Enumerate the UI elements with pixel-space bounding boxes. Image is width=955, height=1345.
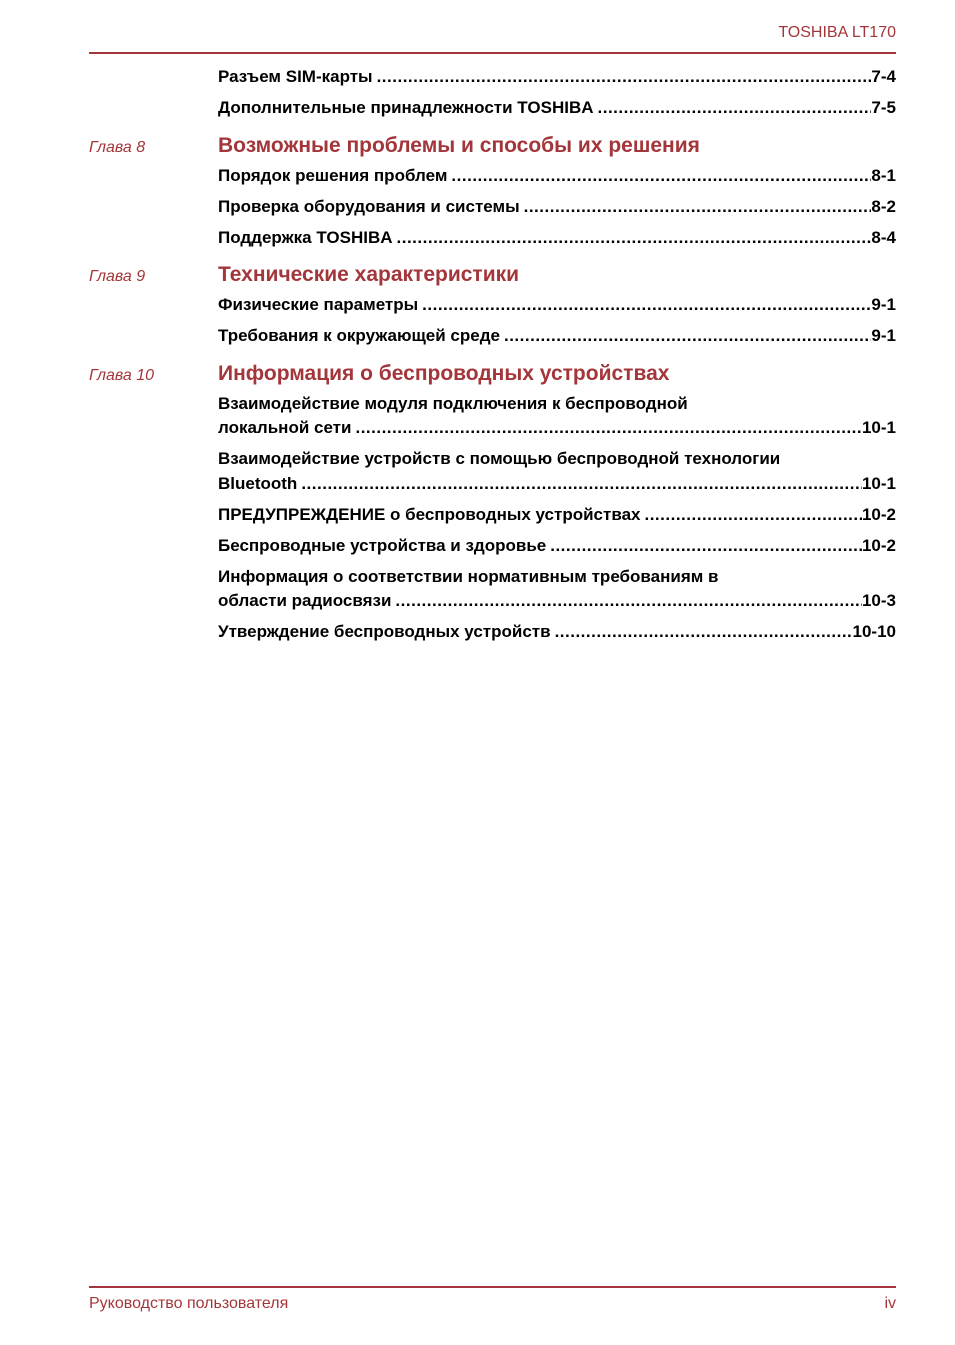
toc-entry[interactable] bbox=[218, 503, 896, 528]
leader-dots bbox=[594, 96, 872, 121]
leader-dots bbox=[418, 293, 871, 318]
leader-dots bbox=[297, 472, 862, 497]
chapter-heading[interactable] bbox=[89, 362, 896, 386]
toc-entry[interactable] bbox=[218, 96, 896, 121]
toc-entry-page: 7-5 bbox=[871, 98, 896, 117]
toc-entry[interactable] bbox=[218, 620, 896, 645]
toc-entry[interactable] bbox=[218, 226, 896, 251]
toc-entry-page: 10-3 bbox=[861, 591, 896, 610]
leader-dots bbox=[373, 65, 872, 90]
toc-entry-page: 10-2 bbox=[861, 535, 896, 555]
chapter-title: Информация о беспроводных устройствах bbox=[218, 361, 670, 385]
toc-entry-label-line1: Взаимодействие модуля подключения к беспроводной bbox=[218, 393, 688, 413]
toc-entry-page: 9-1 bbox=[871, 326, 896, 345]
toc-entry-page: 8-1 bbox=[871, 165, 896, 185]
toc-entry-page: 8-4 bbox=[871, 227, 896, 247]
chapter-label: Глава 9 bbox=[89, 268, 146, 285]
toc-entry-label: Поддержка TOSHIBA bbox=[218, 227, 393, 247]
chapter-title: Технические характеристики bbox=[218, 263, 520, 286]
toc-entry[interactable] bbox=[218, 65, 896, 90]
leader-dots bbox=[391, 589, 862, 614]
toc-entry-label: области радиосвязи bbox=[218, 591, 392, 610]
toc-entry-label-line1: Информация о соответствии нормативным требованиям в bbox=[218, 566, 719, 586]
chapter-label: Глава 10 bbox=[89, 366, 155, 384]
toc-entry[interactable] bbox=[218, 565, 896, 614]
leader-dots bbox=[640, 503, 861, 528]
leader-dots bbox=[447, 164, 871, 189]
toc-entry[interactable] bbox=[218, 164, 896, 189]
toc-entry-page: 9-1 bbox=[871, 295, 896, 314]
leader-dots bbox=[520, 195, 872, 220]
footer-rule bbox=[89, 1286, 896, 1288]
toc-entry-page: 7-4 bbox=[871, 67, 896, 86]
leader-dots bbox=[393, 226, 872, 251]
toc-entry-page: 8-2 bbox=[871, 196, 896, 216]
header-rule bbox=[89, 52, 896, 54]
toc-entry-label: Дополнительные принадлежности TOSHIBA bbox=[218, 98, 594, 117]
toc-entry-label: Разъем SIM-карты bbox=[218, 67, 373, 86]
toc-entry-label: Физические параметры bbox=[218, 295, 419, 314]
footer-title: Руководство пользователя bbox=[89, 1295, 289, 1312]
toc-entry-label: Bluetooth bbox=[218, 473, 298, 493]
toc-entry-page: 10-1 bbox=[861, 473, 896, 493]
toc-entry[interactable] bbox=[218, 324, 896, 349]
toc-entry-label: ПРЕДУПРЕЖДЕНИЕ о беспроводных устройствах bbox=[218, 504, 641, 524]
toc-entry-label: Порядок решения проблем bbox=[218, 165, 448, 185]
toc-entry-page: 10-10 bbox=[852, 622, 896, 641]
toc-entry[interactable] bbox=[218, 195, 896, 220]
toc-entry-page: 10-1 bbox=[861, 418, 896, 437]
toc-entry-label: Требования к окружающей среде bbox=[218, 326, 500, 345]
toc-entry-label: Беспроводные устройства и здоровье bbox=[218, 535, 547, 555]
toc-entry-label: Проверка оборудования и системы bbox=[218, 196, 520, 216]
toc-entry-label: локальной сети bbox=[218, 418, 352, 437]
running-header: TOSHIBA LT170 bbox=[778, 24, 896, 41]
toc-entry[interactable] bbox=[218, 447, 896, 496]
leader-dots bbox=[546, 534, 862, 559]
toc-entry-page: 10-2 bbox=[861, 504, 896, 524]
toc-entry-label: Утверждение беспроводных устройств bbox=[218, 622, 551, 641]
chapter-title: Возможные проблемы и способы их решения bbox=[218, 133, 700, 157]
toc-entry[interactable] bbox=[218, 293, 896, 318]
toc-entry[interactable] bbox=[218, 392, 896, 441]
toc-entry-label-line1: Взаимодействие устройств с помощью беспроводной технологии bbox=[218, 449, 781, 468]
page-number: iv bbox=[884, 1295, 896, 1312]
leader-dots bbox=[351, 416, 862, 441]
chapter-heading[interactable] bbox=[89, 134, 896, 158]
leader-dots bbox=[551, 620, 853, 645]
leader-dots bbox=[500, 324, 871, 349]
chapter-heading[interactable] bbox=[89, 263, 896, 287]
toc-entry[interactable] bbox=[218, 534, 896, 559]
chapter-label: Глава 8 bbox=[89, 138, 146, 156]
toc bbox=[89, 65, 896, 651]
